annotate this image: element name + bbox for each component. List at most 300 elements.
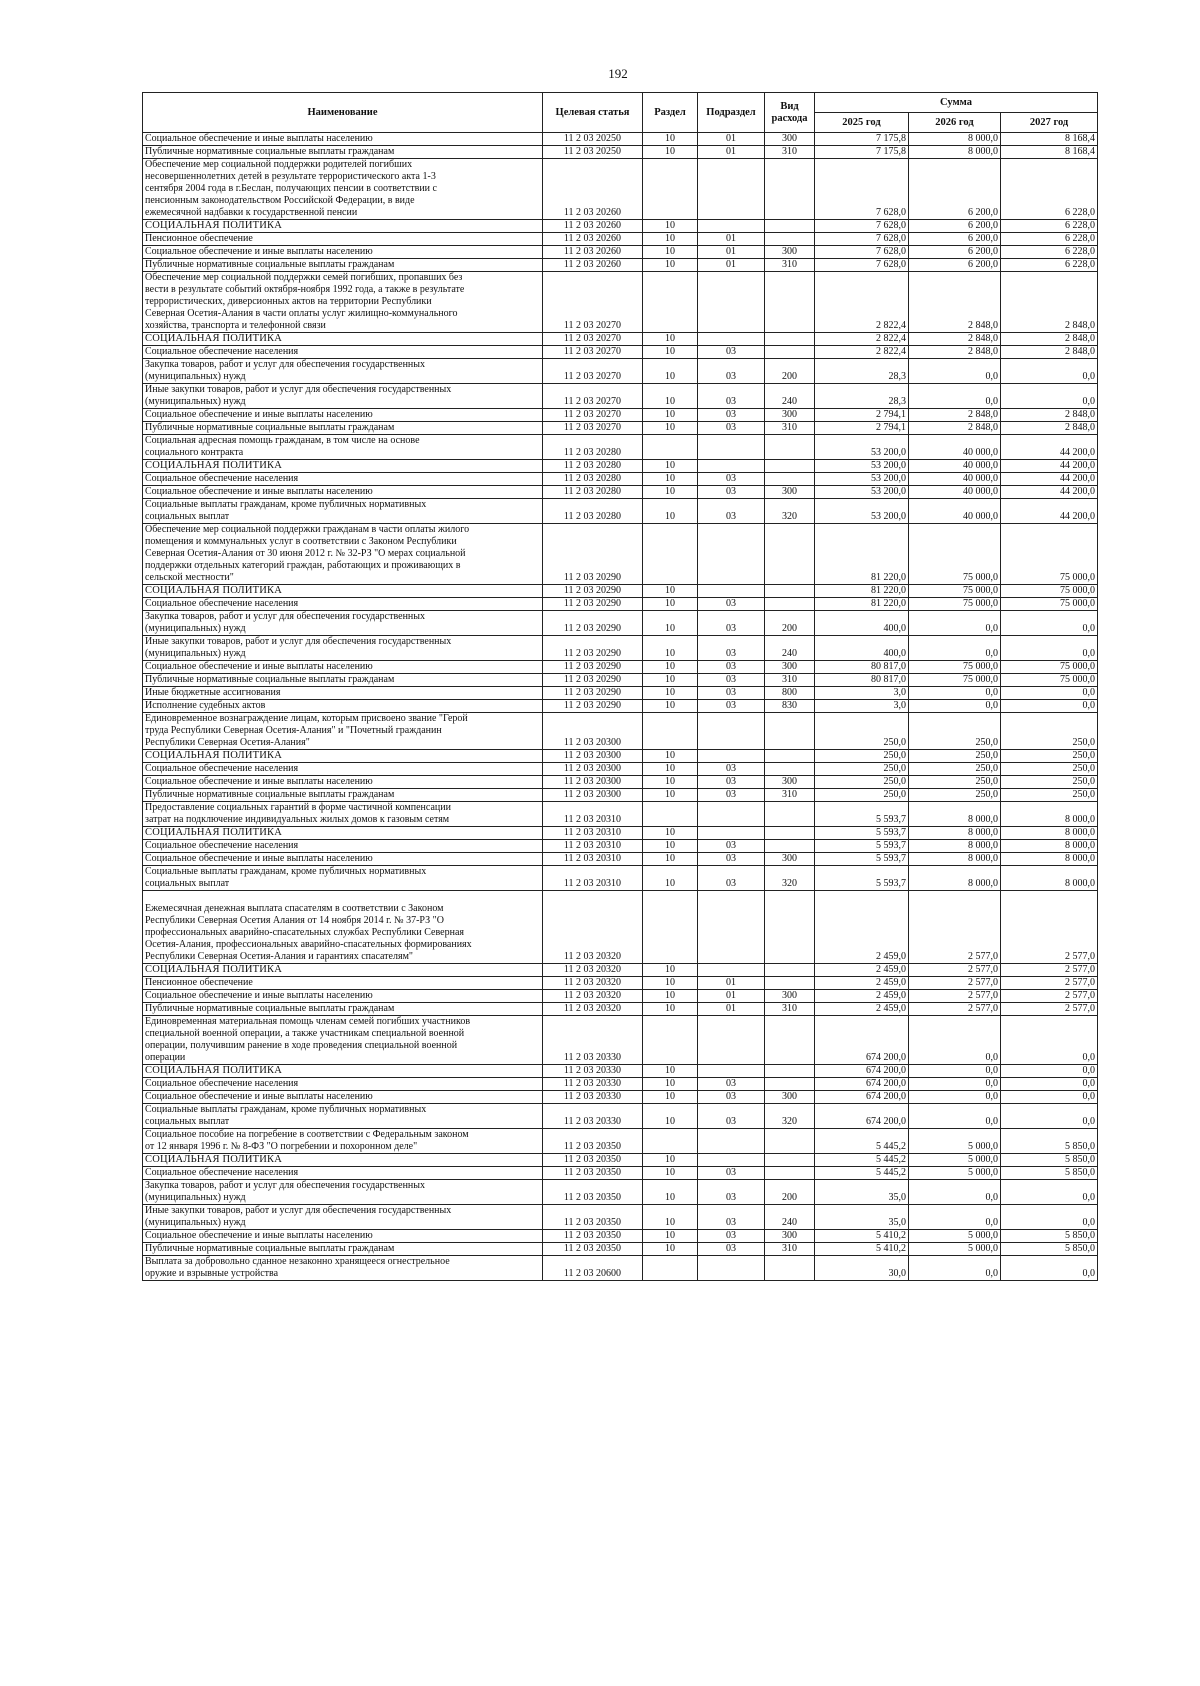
expense-kind-cell: 300 (765, 133, 815, 146)
amount-2025-cell: 2 794,1 (815, 422, 909, 435)
table-row (143, 1065, 1098, 1078)
row-name-cell: Социальные выплаты гражданам, кроме публичных нормативных социальных выплат (143, 1104, 543, 1129)
expense-kind-cell (765, 1154, 815, 1167)
expense-kind-cell (765, 1256, 815, 1281)
amount-2027-cell: 8 000,0 (1001, 827, 1098, 840)
table-row (143, 713, 1098, 750)
expense-kind-cell: 310 (765, 789, 815, 802)
section-cell (643, 891, 698, 964)
section-cell: 10 (643, 384, 698, 409)
subsection-cell: 03 (698, 1230, 765, 1243)
table-row (143, 346, 1098, 359)
table-row (143, 409, 1098, 422)
row-name-cell: Предоставление социальных гарантий в форме частичной компенсации затрат на подключение индивидуальных жилых домов к газовым сетям (143, 802, 543, 827)
subsection-cell: 01 (698, 977, 765, 990)
expense-kind-cell: 310 (765, 1003, 815, 1016)
amount-2025-cell: 53 200,0 (815, 473, 909, 486)
table-row (143, 460, 1098, 473)
row-name-cell: СОЦИАЛЬНАЯ ПОЛИТИКА (143, 585, 543, 598)
header-year-2027: 2027 год (1001, 113, 1098, 133)
expense-kind-cell (765, 346, 815, 359)
section-cell (643, 802, 698, 827)
table-body (143, 133, 1098, 1281)
section-cell: 10 (643, 246, 698, 259)
section-cell: 10 (643, 763, 698, 776)
expense-kind-cell (765, 1016, 815, 1065)
row-name-cell: СОЦИАЛЬНАЯ ПОЛИТИКА (143, 1154, 543, 1167)
section-cell: 10 (643, 1230, 698, 1243)
amount-2026-cell: 0,0 (909, 1256, 1001, 1281)
subsection-cell: 03 (698, 422, 765, 435)
amount-2027-cell: 0,0 (1001, 636, 1098, 661)
section-cell: 10 (643, 1205, 698, 1230)
row-name-cell: Социальное обеспечение и иные выплаты населению (143, 133, 543, 146)
table-row (143, 750, 1098, 763)
target-article-cell: 11 2 03 20290 (543, 636, 643, 661)
amount-2027-cell: 44 200,0 (1001, 460, 1098, 473)
row-name-cell: Социальное обеспечение населения (143, 598, 543, 611)
amount-2026-cell: 2 848,0 (909, 409, 1001, 422)
section-cell (643, 524, 698, 585)
amount-2026-cell: 250,0 (909, 789, 1001, 802)
section-cell: 10 (643, 687, 698, 700)
table-row (143, 422, 1098, 435)
amount-2027-cell: 8 168,4 (1001, 133, 1098, 146)
amount-2026-cell: 2 577,0 (909, 891, 1001, 964)
header-sum: Сумма (815, 93, 1098, 113)
row-name-cell: СОЦИАЛЬНАЯ ПОЛИТИКА (143, 333, 543, 346)
amount-2025-cell: 7 628,0 (815, 259, 909, 272)
amount-2027-cell: 2 848,0 (1001, 346, 1098, 359)
amount-2027-cell: 5 850,0 (1001, 1154, 1098, 1167)
amount-2027-cell: 8 000,0 (1001, 853, 1098, 866)
target-article-cell: 11 2 03 20280 (543, 435, 643, 460)
amount-2027-cell: 250,0 (1001, 713, 1098, 750)
row-name-cell: Социальные выплаты гражданам, кроме публичных нормативных социальных выплат (143, 866, 543, 891)
section-cell: 10 (643, 460, 698, 473)
table-row (143, 1205, 1098, 1230)
expense-kind-cell: 310 (765, 146, 815, 159)
table-row (143, 1129, 1098, 1154)
amount-2027-cell: 44 200,0 (1001, 473, 1098, 486)
table-row (143, 524, 1098, 585)
amount-2027-cell: 0,0 (1001, 1065, 1098, 1078)
expense-kind-cell (765, 1167, 815, 1180)
target-article-cell: 11 2 03 20300 (543, 789, 643, 802)
section-cell: 10 (643, 1154, 698, 1167)
row-name-cell: СОЦИАЛЬНАЯ ПОЛИТИКА (143, 460, 543, 473)
subsection-cell: 03 (698, 840, 765, 853)
row-name-cell: Публичные нормативные социальные выплаты гражданам (143, 1243, 543, 1256)
page-number: 192 (608, 66, 628, 81)
subsection-cell: 03 (698, 1167, 765, 1180)
amount-2026-cell: 40 000,0 (909, 486, 1001, 499)
amount-2027-cell: 6 228,0 (1001, 259, 1098, 272)
row-name-cell: Социальное обеспечение населения (143, 1167, 543, 1180)
row-name-cell: Публичные нормативные социальные выплаты гражданам (143, 1003, 543, 1016)
table-row (143, 146, 1098, 159)
expense-kind-cell (765, 713, 815, 750)
amount-2026-cell: 8 000,0 (909, 133, 1001, 146)
header-target-article: Целевая статья (543, 93, 643, 133)
expense-kind-cell (765, 977, 815, 990)
section-cell: 10 (643, 1104, 698, 1129)
table-row (143, 486, 1098, 499)
amount-2026-cell: 8 000,0 (909, 827, 1001, 840)
target-article-cell: 11 2 03 20260 (543, 259, 643, 272)
expense-kind-cell: 310 (765, 1243, 815, 1256)
header-year-2026: 2026 год (909, 113, 1001, 133)
section-cell: 10 (643, 133, 698, 146)
table-row (143, 763, 1098, 776)
expense-kind-cell (765, 802, 815, 827)
subsection-cell (698, 1016, 765, 1065)
subsection-cell (698, 750, 765, 763)
expense-kind-cell (765, 598, 815, 611)
section-cell: 10 (643, 486, 698, 499)
amount-2026-cell: 0,0 (909, 1205, 1001, 1230)
target-article-cell: 11 2 03 20250 (543, 146, 643, 159)
subsection-cell: 03 (698, 1180, 765, 1205)
subsection-cell: 03 (698, 866, 765, 891)
subsection-cell (698, 1154, 765, 1167)
section-cell: 10 (643, 964, 698, 977)
header-year-2025: 2025 год (815, 113, 909, 133)
amount-2026-cell: 8 000,0 (909, 840, 1001, 853)
row-name-cell: Социальные выплаты гражданам, кроме публичных нормативных социальных выплат (143, 499, 543, 524)
row-name-cell: Социальное обеспечение населения (143, 1078, 543, 1091)
amount-2027-cell: 0,0 (1001, 611, 1098, 636)
target-article-cell: 11 2 03 20280 (543, 499, 643, 524)
amount-2027-cell: 2 577,0 (1001, 990, 1098, 1003)
amount-2027-cell: 2 848,0 (1001, 333, 1098, 346)
table-row (143, 1256, 1098, 1281)
amount-2027-cell: 250,0 (1001, 763, 1098, 776)
target-article-cell: 11 2 03 20290 (543, 700, 643, 713)
row-name-cell: Закупка товаров, работ и услуг для обеспечения государственных (муниципальных) нужд (143, 1180, 543, 1205)
amount-2027-cell: 6 228,0 (1001, 159, 1098, 220)
amount-2025-cell: 250,0 (815, 789, 909, 802)
subsection-cell: 03 (698, 687, 765, 700)
amount-2025-cell: 81 220,0 (815, 524, 909, 585)
amount-2027-cell: 6 228,0 (1001, 220, 1098, 233)
target-article-cell: 11 2 03 20320 (543, 891, 643, 964)
subsection-cell: 03 (698, 359, 765, 384)
header-name: Наименование (143, 93, 543, 133)
header-section: Раздел (643, 93, 698, 133)
amount-2026-cell: 6 200,0 (909, 259, 1001, 272)
table-row (143, 384, 1098, 409)
amount-2027-cell: 6 228,0 (1001, 233, 1098, 246)
amount-2027-cell: 75 000,0 (1001, 585, 1098, 598)
amount-2026-cell: 250,0 (909, 776, 1001, 789)
amount-2025-cell: 5 445,2 (815, 1129, 909, 1154)
table-row (143, 246, 1098, 259)
table-row (143, 1003, 1098, 1016)
amount-2027-cell: 2 577,0 (1001, 1003, 1098, 1016)
section-cell: 10 (643, 146, 698, 159)
target-article-cell: 11 2 03 20320 (543, 977, 643, 990)
amount-2025-cell: 2 459,0 (815, 891, 909, 964)
amount-2026-cell: 75 000,0 (909, 585, 1001, 598)
table-row (143, 159, 1098, 220)
amount-2025-cell: 5 445,2 (815, 1167, 909, 1180)
subsection-cell (698, 333, 765, 346)
amount-2026-cell: 0,0 (909, 611, 1001, 636)
amount-2025-cell: 5 410,2 (815, 1243, 909, 1256)
expense-kind-cell (765, 460, 815, 473)
section-cell: 10 (643, 636, 698, 661)
amount-2027-cell: 0,0 (1001, 687, 1098, 700)
row-name-cell: Социальное обеспечение и иные выплаты населению (143, 990, 543, 1003)
target-article-cell: 11 2 03 20300 (543, 713, 643, 750)
amount-2027-cell: 0,0 (1001, 384, 1098, 409)
target-article-cell: 11 2 03 20350 (543, 1205, 643, 1230)
row-name-cell: Социальное обеспечение и иные выплаты населению (143, 661, 543, 674)
row-name-cell: Единовременное вознаграждение лицам, которым присвоено звание "Герой труда Республики Северная Осетия-Алания" и "Почетный гражданин Республики Северная Осетия-Алания" (143, 713, 543, 750)
section-cell: 10 (643, 1003, 698, 1016)
expense-kind-cell (765, 585, 815, 598)
amount-2025-cell: 81 220,0 (815, 585, 909, 598)
subsection-cell: 01 (698, 246, 765, 259)
target-article-cell: 11 2 03 20310 (543, 866, 643, 891)
expense-kind-cell (765, 524, 815, 585)
subsection-cell: 01 (698, 990, 765, 1003)
target-article-cell: 11 2 03 20290 (543, 661, 643, 674)
amount-2026-cell: 0,0 (909, 687, 1001, 700)
subsection-cell (698, 272, 765, 333)
amount-2027-cell: 8 000,0 (1001, 840, 1098, 853)
subsection-cell: 01 (698, 146, 765, 159)
target-article-cell: 11 2 03 20260 (543, 220, 643, 233)
amount-2025-cell: 250,0 (815, 750, 909, 763)
table-row (143, 964, 1098, 977)
amount-2027-cell: 2 848,0 (1001, 272, 1098, 333)
section-cell: 10 (643, 333, 698, 346)
target-article-cell: 11 2 03 20310 (543, 853, 643, 866)
expense-kind-cell: 310 (765, 422, 815, 435)
target-article-cell: 11 2 03 20250 (543, 133, 643, 146)
table-row (143, 1230, 1098, 1243)
amount-2026-cell: 75 000,0 (909, 674, 1001, 687)
row-name-cell: Обеспечение мер социальной поддержки семей погибших, пропавших без вести в результате событий октября-ноября 1992 года, а также в результате террористических, диверсионных актов на территории Республики Северная Осетия-Алания в части оплаты услуг жилищно-коммунального хозяйства, транспорта и телефонной связи (143, 272, 543, 333)
amount-2025-cell: 53 200,0 (815, 460, 909, 473)
row-name-cell: Выплата за добровольно сданное незаконно хранящееся огнестрельное оружие и взрывные устройства (143, 1256, 543, 1281)
subsection-cell: 03 (698, 409, 765, 422)
table-row (143, 272, 1098, 333)
expense-kind-cell: 240 (765, 636, 815, 661)
table-row (143, 585, 1098, 598)
target-article-cell: 11 2 03 20270 (543, 346, 643, 359)
subsection-cell: 03 (698, 473, 765, 486)
table-row (143, 674, 1098, 687)
amount-2025-cell: 2 459,0 (815, 964, 909, 977)
amount-2025-cell: 81 220,0 (815, 598, 909, 611)
section-cell: 10 (643, 661, 698, 674)
amount-2025-cell: 674 200,0 (815, 1016, 909, 1065)
section-cell: 10 (643, 853, 698, 866)
row-name-cell: Публичные нормативные социальные выплаты гражданам (143, 674, 543, 687)
target-article-cell: 11 2 03 20270 (543, 272, 643, 333)
subsection-cell: 03 (698, 611, 765, 636)
amount-2026-cell: 6 200,0 (909, 246, 1001, 259)
section-cell: 10 (643, 1243, 698, 1256)
section-cell (643, 435, 698, 460)
row-name-cell: Социальное обеспечение населения (143, 840, 543, 853)
section-cell: 10 (643, 827, 698, 840)
section-cell: 10 (643, 700, 698, 713)
target-article-cell: 11 2 03 20270 (543, 422, 643, 435)
target-article-cell: 11 2 03 20350 (543, 1180, 643, 1205)
row-name-cell: Закупка товаров, работ и услуг для обеспечения государственных (муниципальных) нужд (143, 611, 543, 636)
expense-kind-cell (765, 750, 815, 763)
target-article-cell: 11 2 03 20310 (543, 827, 643, 840)
row-name-cell: СОЦИАЛЬНАЯ ПОЛИТИКА (143, 827, 543, 840)
amount-2025-cell: 3,0 (815, 700, 909, 713)
expense-kind-cell (765, 333, 815, 346)
amount-2026-cell: 250,0 (909, 763, 1001, 776)
expense-kind-cell: 310 (765, 674, 815, 687)
amount-2025-cell: 5 593,7 (815, 853, 909, 866)
section-cell: 10 (643, 840, 698, 853)
amount-2027-cell: 6 228,0 (1001, 246, 1098, 259)
section-cell: 10 (643, 789, 698, 802)
row-name-cell: СОЦИАЛЬНАЯ ПОЛИТИКА (143, 1065, 543, 1078)
section-cell: 10 (643, 866, 698, 891)
amount-2025-cell: 7 175,8 (815, 146, 909, 159)
amount-2025-cell: 2 459,0 (815, 990, 909, 1003)
amount-2025-cell: 5 410,2 (815, 1230, 909, 1243)
expense-kind-cell (765, 220, 815, 233)
row-name-cell: Исполнение судебных актов (143, 700, 543, 713)
section-cell: 10 (643, 977, 698, 990)
amount-2025-cell: 2 459,0 (815, 977, 909, 990)
expense-kind-cell: 300 (765, 246, 815, 259)
amount-2025-cell: 28,3 (815, 359, 909, 384)
amount-2025-cell: 35,0 (815, 1180, 909, 1205)
target-article-cell: 11 2 03 20300 (543, 776, 643, 789)
section-cell: 10 (643, 1065, 698, 1078)
amount-2027-cell: 8 000,0 (1001, 802, 1098, 827)
table-row (143, 1167, 1098, 1180)
amount-2025-cell: 400,0 (815, 611, 909, 636)
amount-2026-cell: 0,0 (909, 359, 1001, 384)
target-article-cell: 11 2 03 20330 (543, 1091, 643, 1104)
subsection-cell: 03 (698, 674, 765, 687)
amount-2027-cell: 0,0 (1001, 700, 1098, 713)
section-cell: 10 (643, 1091, 698, 1104)
amount-2026-cell: 6 200,0 (909, 233, 1001, 246)
amount-2025-cell: 674 200,0 (815, 1104, 909, 1129)
expense-kind-cell: 300 (765, 853, 815, 866)
expense-kind-cell (765, 964, 815, 977)
amount-2026-cell: 0,0 (909, 1065, 1001, 1078)
amount-2027-cell: 44 200,0 (1001, 435, 1098, 460)
expense-kind-cell: 300 (765, 661, 815, 674)
target-article-cell: 11 2 03 20290 (543, 524, 643, 585)
amount-2027-cell: 5 850,0 (1001, 1167, 1098, 1180)
subsection-cell: 03 (698, 1243, 765, 1256)
target-article-cell: 11 2 03 20280 (543, 473, 643, 486)
target-article-cell: 11 2 03 20350 (543, 1230, 643, 1243)
subsection-cell (698, 460, 765, 473)
row-name-cell: Социальная адресная помощь гражданам, в том числе на основе социального контракта (143, 435, 543, 460)
section-cell: 10 (643, 1167, 698, 1180)
row-name-cell: Социальное обеспечение и иные выплаты населению (143, 486, 543, 499)
subsection-cell (698, 802, 765, 827)
amount-2025-cell: 7 628,0 (815, 220, 909, 233)
amount-2026-cell: 40 000,0 (909, 473, 1001, 486)
header-subsection: Подраздел (698, 93, 765, 133)
amount-2026-cell: 40 000,0 (909, 435, 1001, 460)
table-row (143, 802, 1098, 827)
table-row (143, 435, 1098, 460)
subsection-cell: 03 (698, 700, 765, 713)
amount-2025-cell: 35,0 (815, 1205, 909, 1230)
expense-kind-cell (765, 1078, 815, 1091)
target-article-cell: 11 2 03 20600 (543, 1256, 643, 1281)
amount-2026-cell: 75 000,0 (909, 598, 1001, 611)
amount-2025-cell: 2 822,4 (815, 272, 909, 333)
table-row (143, 1091, 1098, 1104)
expense-kind-cell (765, 272, 815, 333)
target-article-cell: 11 2 03 20290 (543, 674, 643, 687)
subsection-cell: 03 (698, 789, 765, 802)
amount-2027-cell: 2 577,0 (1001, 964, 1098, 977)
amount-2027-cell: 2 848,0 (1001, 409, 1098, 422)
target-article-cell: 11 2 03 20350 (543, 1154, 643, 1167)
target-article-cell: 11 2 03 20300 (543, 750, 643, 763)
amount-2027-cell: 250,0 (1001, 789, 1098, 802)
amount-2025-cell: 5 593,7 (815, 827, 909, 840)
table-row (143, 977, 1098, 990)
expense-kind-cell: 200 (765, 359, 815, 384)
table-header (143, 93, 1098, 133)
amount-2026-cell: 5 000,0 (909, 1243, 1001, 1256)
amount-2025-cell: 53 200,0 (815, 486, 909, 499)
section-cell: 10 (643, 346, 698, 359)
section-cell: 10 (643, 233, 698, 246)
subsection-cell: 03 (698, 346, 765, 359)
subsection-cell: 01 (698, 133, 765, 146)
table-row (143, 700, 1098, 713)
table-row (143, 853, 1098, 866)
amount-2026-cell: 5 000,0 (909, 1154, 1001, 1167)
target-article-cell: 11 2 03 20300 (543, 763, 643, 776)
amount-2025-cell: 7 628,0 (815, 246, 909, 259)
table-row (143, 661, 1098, 674)
section-cell: 10 (643, 359, 698, 384)
amount-2027-cell: 0,0 (1001, 1091, 1098, 1104)
section-cell: 10 (643, 259, 698, 272)
row-name-cell: Социальное пособие на погребение в соответствии с Федеральным законом от 12 января 1996 г. № 8-ФЗ "О погребении и похоронном деле" (143, 1129, 543, 1154)
expense-kind-cell: 320 (765, 866, 815, 891)
expense-kind-cell (765, 159, 815, 220)
target-article-cell: 11 2 03 20290 (543, 585, 643, 598)
amount-2026-cell: 2 577,0 (909, 990, 1001, 1003)
amount-2025-cell: 674 200,0 (815, 1078, 909, 1091)
target-article-cell: 11 2 03 20290 (543, 687, 643, 700)
table-row (143, 827, 1098, 840)
target-article-cell: 11 2 03 20350 (543, 1129, 643, 1154)
table-row (143, 611, 1098, 636)
subsection-cell: 03 (698, 384, 765, 409)
expense-kind-cell: 300 (765, 990, 815, 1003)
row-name-cell: Пенсионное обеспечение (143, 977, 543, 990)
table-row (143, 359, 1098, 384)
amount-2025-cell: 7 628,0 (815, 233, 909, 246)
amount-2026-cell: 0,0 (909, 636, 1001, 661)
